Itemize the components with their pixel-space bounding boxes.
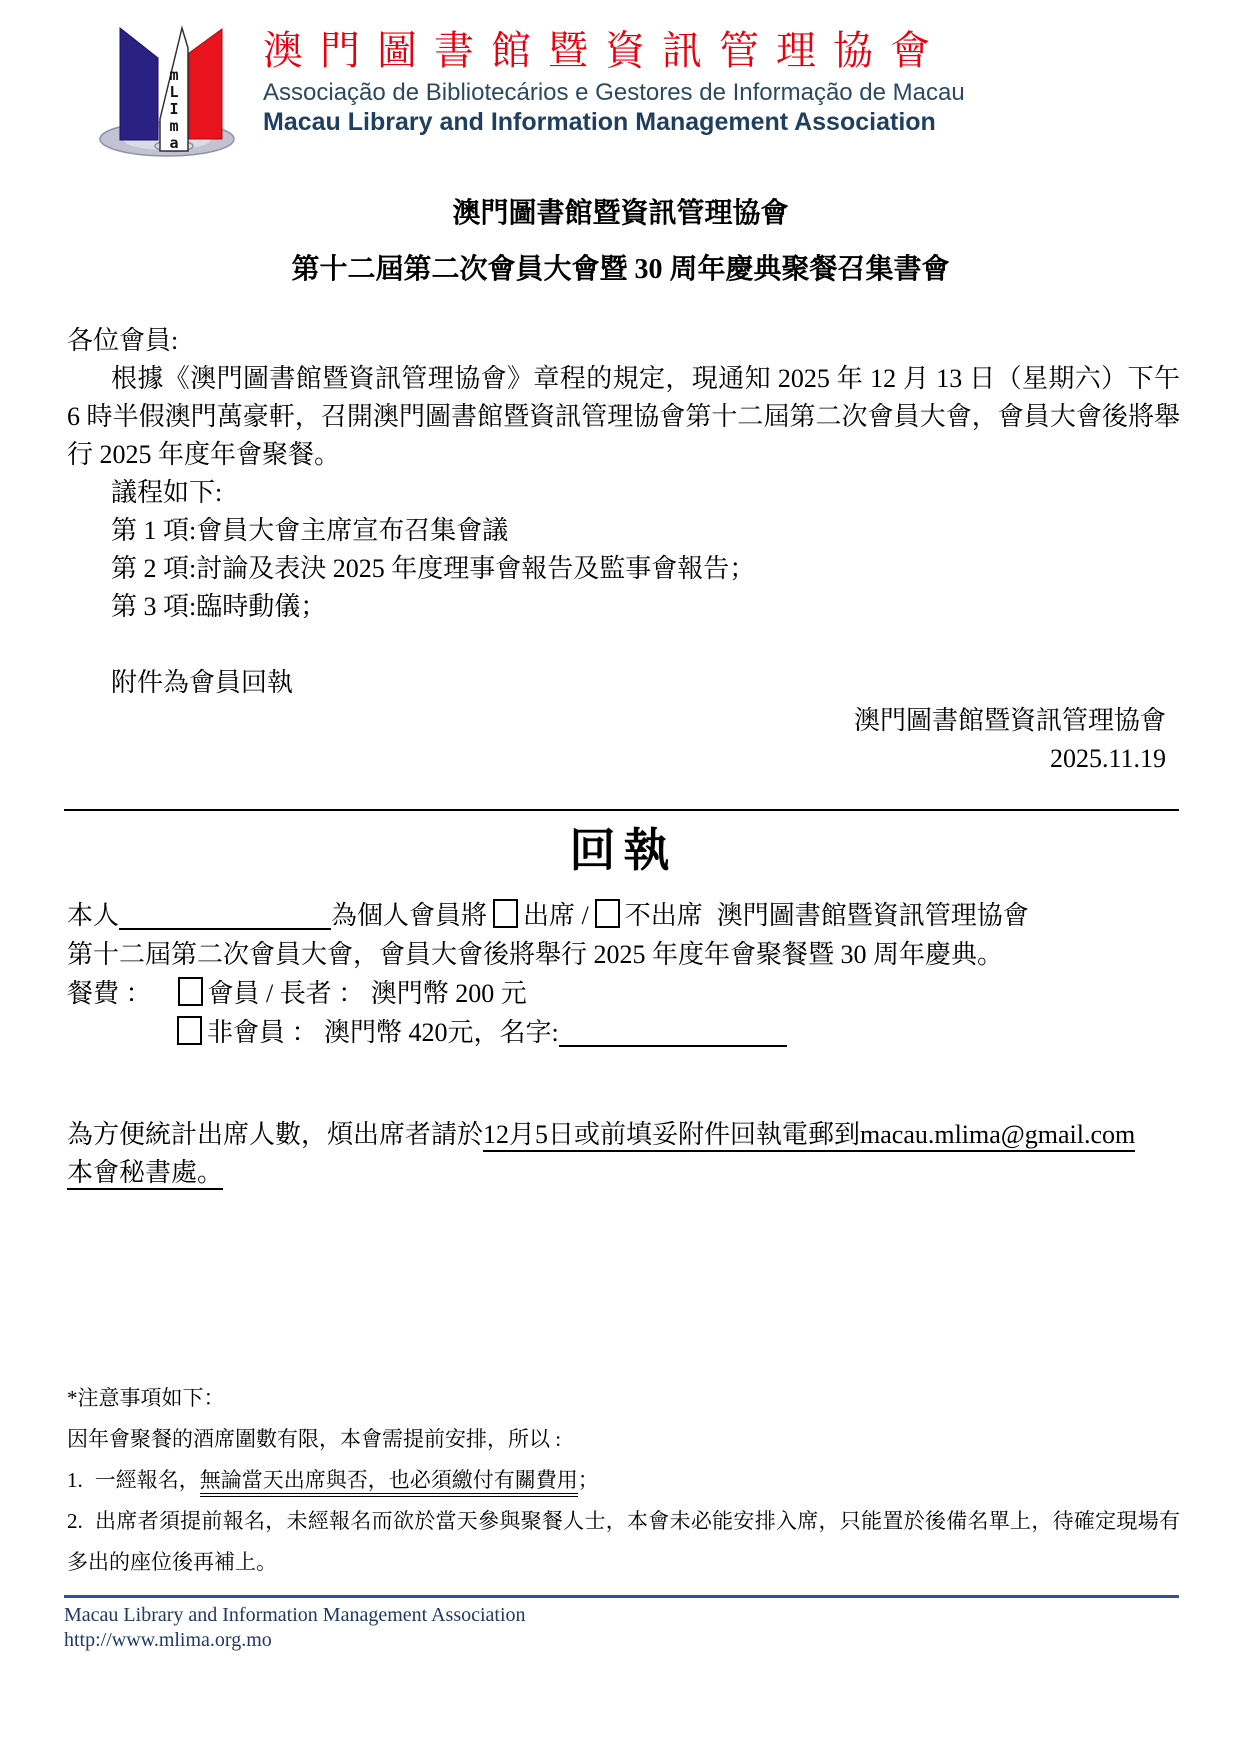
section-divider-line [64,809,1179,811]
notes-section [67,1378,1180,1583]
footer-rule-line [64,1595,1179,1598]
attend-checkbox[interactable] [493,899,518,928]
attend-separator: / [581,901,589,930]
agenda-item-3: 第 3 項:臨時動儀； [111,592,327,621]
org-title-portuguese: Associação de Bibliotecários e Gestores de Informação de Macau [263,79,965,106]
agenda-intro: 議程如下: [111,478,223,507]
signature-org: 澳門圖書館暨資訊管理協會 [853,706,1166,735]
letter-title-line2: 第十二屆第二次會員大會暨 30 周年慶典聚餐召集書會 [291,254,950,285]
notes-item-1-suffix: ； [577,1468,599,1492]
org-names [263,22,965,137]
secretariat-underlined-text: 本會秘書處。 [67,1158,223,1190]
nonmember-name-blank-field[interactable] [559,1017,787,1047]
notes-item-1-number: 1. [67,1468,83,1492]
logo-letter-5: a [169,134,179,152]
reply-line1-org: 澳門圖書館暨資訊管理協會 [716,901,1029,930]
not-attend-label: 不出席 [624,901,703,930]
logo-letter-4: m [169,117,179,135]
notes-intro: 因年會聚餐的酒席圍數有限，本會需提前安排，所以 : [67,1427,562,1451]
deadline-prefix: 為方便統計出席人數，煩出席者請於 [67,1120,484,1149]
notes-item-2-text: 出席者須提前報名，未經報名而欲於當天參與聚餐人士，本會未必能安排入席，只能置於後備名單上，待確定現場有多出的座位後再補上。 [67,1509,1180,1574]
fee-line-member [67,974,1180,1013]
mlima-logo-icon [95,22,235,160]
notes-item-1 [67,1460,1180,1501]
not-attend-checkbox[interactable] [595,899,620,928]
attend-label: 出席 [523,901,576,930]
letter-paragraph: 根據《澳門圖書館暨資訊管理協會》章程的規定，現通知 2025 年 12 月 13 日（星期六）下午 6 時半假澳門萬豪軒，召開澳門圖書館暨資訊管理協會第十二屆第二次會員大會，會員大會後將舉行 2025 年度年會聚餐。 [67,364,1180,469]
deadline-line1 [67,1116,1180,1154]
letter-body [67,322,1180,778]
letter-title-line1: 澳門圖書館暨資訊管理協會 [452,198,789,229]
footer-url[interactable]: http://www.mlima.org.mo [64,1629,272,1651]
fee-member-label: 會員 / 長者 ： 澳門幣 200 元 [207,979,527,1008]
salutation: 各位會員: [67,326,179,355]
name-blank-field[interactable] [119,900,331,930]
blank-line-spacer [67,626,1180,664]
notes-item-1-prefix: 一經報名， [94,1468,200,1492]
logo-letter-2: L [169,83,179,101]
notes-item-2 [67,1501,1180,1583]
notes-item-2-number: 2. [67,1509,83,1533]
reply-slip-section [67,820,1180,1052]
deadline-underlined-text: 12月5日或前填妥附件回執電郵到macau.mlima@gmail.com [483,1120,1135,1152]
org-title-chinese: 澳門圖書館暨資訊管理協會 [263,28,947,73]
reply-slip-heading: 回執 [569,825,678,876]
notes-heading: *注意事項如下： [67,1386,225,1410]
agenda-item-2: 第 2 項:討論及表決 2025 年度理事會報告及監事會報告； [111,554,756,583]
org-title-english: Macau Library and Information Management Association [263,108,936,136]
fee-nonmember-label: 非會員 ： 澳門幣 420元，名字: [207,1018,559,1047]
member-fee-checkbox[interactable] [178,977,203,1006]
notes-item-1-underlined: 無論當天出席與否，也必須繳付有關費用 [200,1468,578,1497]
letter-title [64,186,1177,298]
reply-line1-mid: 為個人會員將 [331,901,488,930]
reply-line1 [67,896,1180,935]
nonmember-fee-checkbox[interactable] [177,1016,202,1045]
fee-line-nonmember [67,1013,1180,1052]
deadline-line2 [67,1154,1180,1192]
agenda-item-1: 第 1 項:會員大會主席宣布召集會議 [111,516,509,545]
page-footer [64,1595,1179,1653]
signature-date: 2025.11.19 [1049,744,1166,773]
mlima-logo [95,22,235,160]
deadline-note [67,1116,1180,1192]
logo-letter-1: m [169,66,179,84]
reply-name-label: 本人 [67,901,120,930]
attachment-note: 附件為會員回執 [111,668,294,697]
logo-letter-3: I [169,100,179,118]
reply-line2: 第十二屆第二次會員大會，會員大會後將舉行 2025 年度年會聚餐暨 30 周年慶典。 [67,940,1004,969]
footer-org-name: Macau Library and Information Management Association [64,1604,526,1626]
fee-label: 餐費 ： [67,979,152,1008]
org-header [95,22,965,160]
